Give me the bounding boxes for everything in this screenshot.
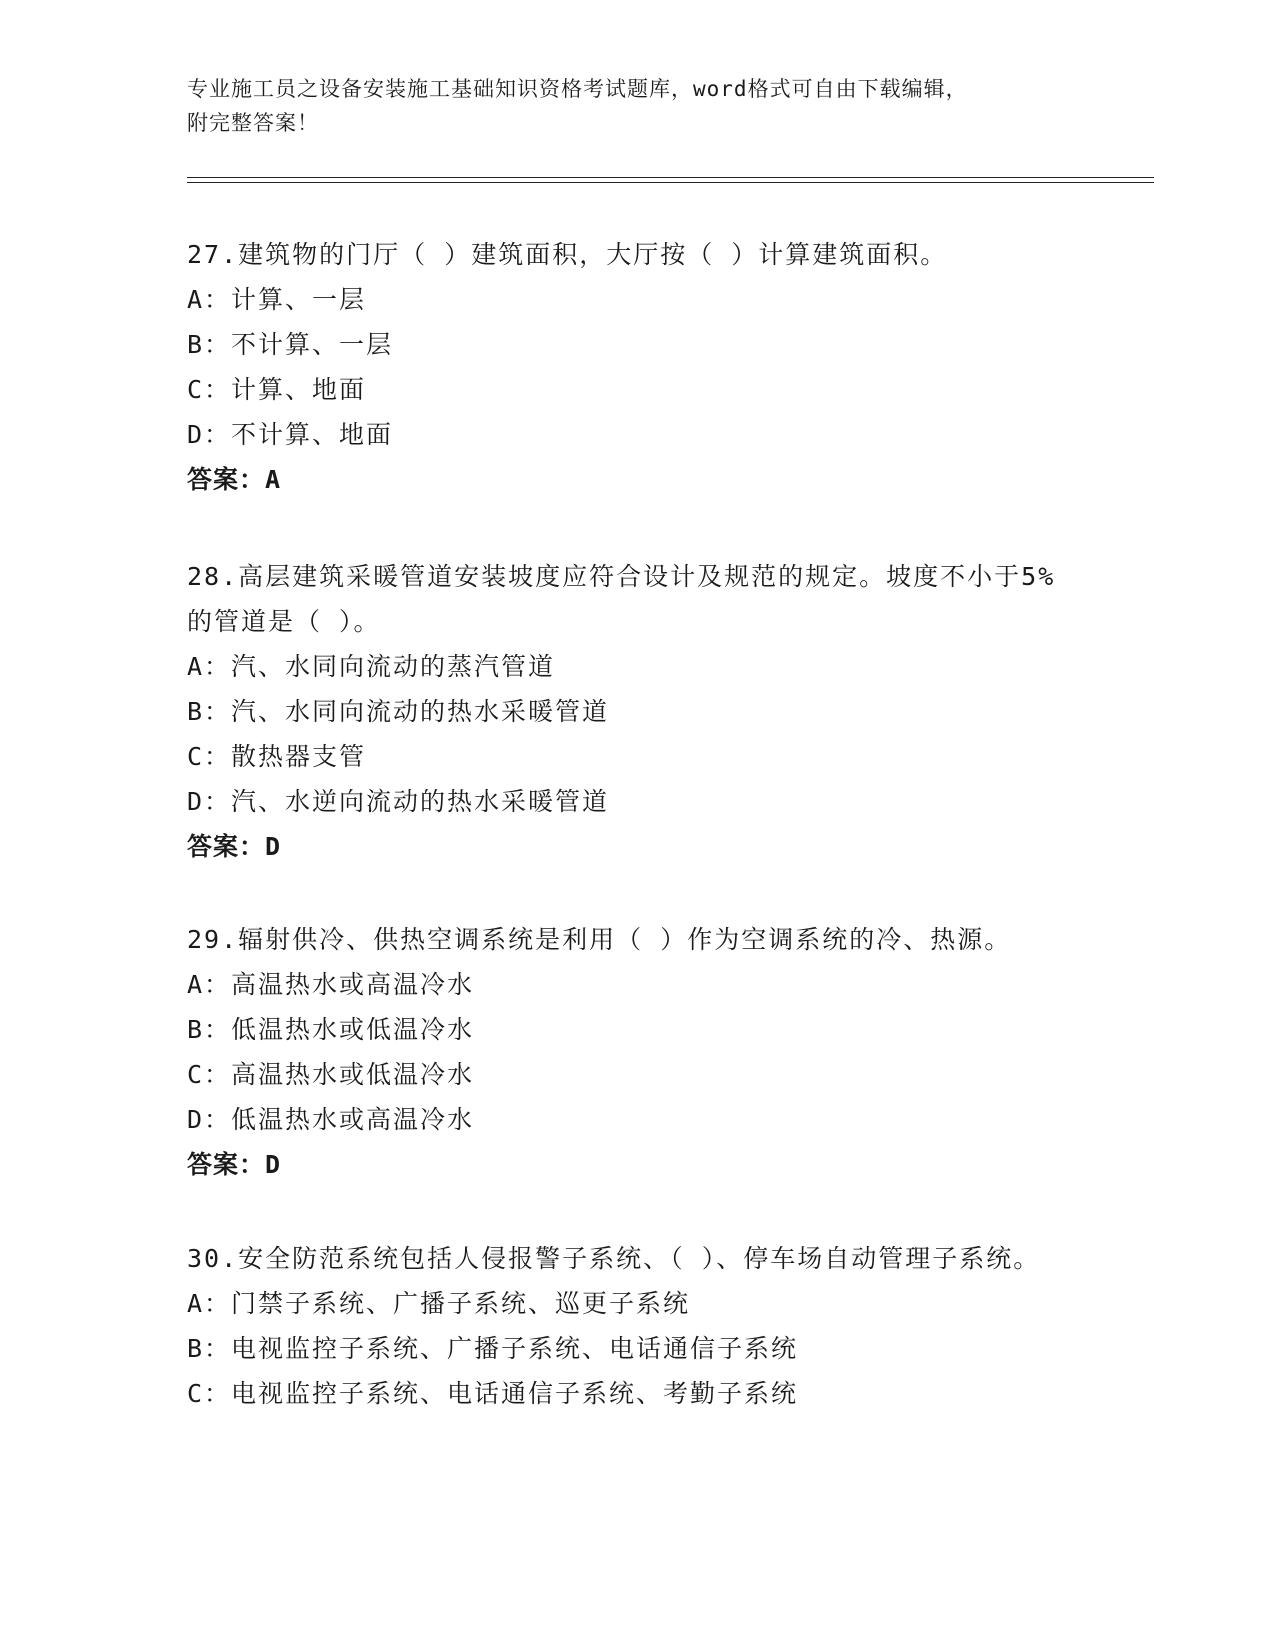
option-a: A：计算、一层 xyxy=(187,285,367,314)
option-b: B：低温热水或低温冷水 xyxy=(187,1015,475,1044)
answer: 答案：D xyxy=(187,832,282,861)
option-a: A：高温热水或高温冷水 xyxy=(187,970,475,999)
option-c: C：散热器支管 xyxy=(187,742,367,771)
question-stem: 28.高层建筑采暖管道安装坡度应符合设计及规范的规定。坡度不小于5%的管道是（ ）。 xyxy=(187,562,1056,636)
option-d: D：汽、水逆向流动的热水采暖管道 xyxy=(187,787,610,816)
option-c: C：电视监控子系统、电话通信子系统、考勤子系统 xyxy=(187,1379,799,1408)
header-line-1: 专业施工员之设备安装施工基础知识资格考试题库，word格式可自由下载编辑， xyxy=(187,77,968,101)
option-b: B：汽、水同向流动的热水采暖管道 xyxy=(187,697,610,726)
option-c: C：计算、地面 xyxy=(187,375,367,404)
option-b: B：电视监控子系统、广播子系统、电话通信子系统 xyxy=(187,1334,799,1363)
question-stem: 27.建筑物的门厅（ ）建筑面积，大厅按（ ）计算建筑面积。 xyxy=(187,240,948,269)
question-stem: 30.安全防范系统包括人侵报警子系统、（ ）、停车场自动管理子系统。 xyxy=(187,1244,1041,1273)
document-header xyxy=(187,72,1067,140)
question-28 xyxy=(187,554,1077,869)
header-divider-bottom xyxy=(187,182,1154,183)
header-line-2: 附完整答案！ xyxy=(187,111,319,135)
question-29 xyxy=(187,917,1077,1187)
question-27 xyxy=(187,232,1077,502)
answer: 答案：D xyxy=(187,1150,282,1179)
option-b: B：不计算、一层 xyxy=(187,330,394,359)
header-divider-top xyxy=(187,177,1154,178)
option-d: D：不计算、地面 xyxy=(187,420,394,449)
option-a: A：门禁子系统、广播子系统、巡更子系统 xyxy=(187,1289,691,1318)
question-stem: 29.辐射供冷、供热空调系统是利用（ ）作为空调系统的冷、热源。 xyxy=(187,925,1012,954)
option-d: D：低温热水或高温冷水 xyxy=(187,1105,475,1134)
answer: 答案：A xyxy=(187,465,282,494)
question-30 xyxy=(187,1236,1077,1416)
option-c: C：高温热水或低温冷水 xyxy=(187,1060,475,1089)
option-a: A：汽、水同向流动的蒸汽管道 xyxy=(187,652,556,681)
